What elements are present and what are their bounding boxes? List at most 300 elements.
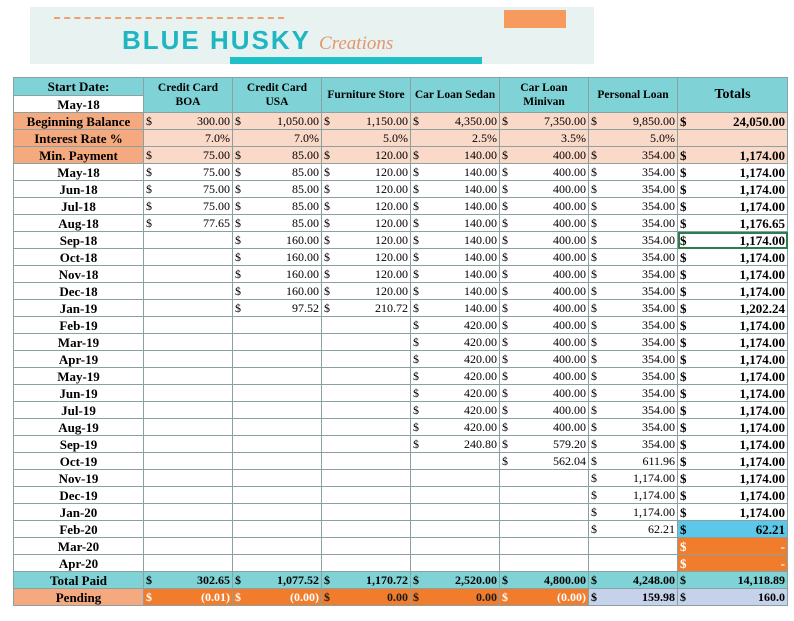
amount: 1,174.00 bbox=[633, 470, 675, 485]
amount: 354.00 bbox=[642, 181, 675, 196]
payment-cell[interactable] bbox=[500, 351, 589, 368]
interest-rate-row bbox=[14, 130, 788, 147]
payment-cell[interactable] bbox=[411, 266, 500, 283]
payment-cell[interactable] bbox=[233, 402, 322, 419]
payment-cell[interactable] bbox=[233, 266, 322, 283]
payment-cell[interactable] bbox=[144, 504, 233, 521]
beginning-balance-total[interactable] bbox=[678, 113, 788, 130]
payment-cell[interactable] bbox=[144, 334, 233, 351]
payment-cell[interactable] bbox=[411, 249, 500, 266]
amount: 7,350.00 bbox=[544, 113, 586, 128]
payment-cell[interactable] bbox=[411, 487, 500, 504]
total-paid-cell[interactable] bbox=[322, 572, 411, 589]
payment-cell[interactable] bbox=[322, 470, 411, 487]
payment-cell[interactable] bbox=[322, 521, 411, 538]
payment-cell[interactable] bbox=[322, 283, 411, 300]
payment-cell[interactable] bbox=[233, 470, 322, 487]
payment-cell[interactable] bbox=[322, 555, 411, 572]
payment-cell[interactable] bbox=[144, 266, 233, 283]
currency-symbol: $ bbox=[591, 181, 597, 196]
payment-cell[interactable] bbox=[411, 555, 500, 572]
payment-cell[interactable] bbox=[233, 317, 322, 334]
month-label: Mar-19 bbox=[14, 334, 144, 351]
currency-symbol: $ bbox=[413, 402, 419, 417]
payment-cell[interactable] bbox=[589, 266, 678, 283]
row-total[interactable] bbox=[678, 402, 788, 419]
payment-cell[interactable] bbox=[144, 538, 233, 555]
currency-symbol: $ bbox=[680, 249, 687, 265]
currency-symbol: $ bbox=[502, 198, 508, 213]
amount: 1,174.00 bbox=[633, 504, 675, 519]
currency-symbol: $ bbox=[146, 113, 152, 128]
payment-cell[interactable] bbox=[322, 334, 411, 351]
payment-cell[interactable] bbox=[411, 385, 500, 402]
payment-cell[interactable] bbox=[411, 538, 500, 555]
brand-logo bbox=[122, 25, 393, 56]
amount: 400.00 bbox=[553, 147, 586, 162]
payment-cell[interactable] bbox=[500, 181, 589, 198]
payment-cell[interactable] bbox=[589, 181, 678, 198]
interest-rate-total[interactable] bbox=[678, 130, 788, 147]
payment-cell[interactable] bbox=[589, 317, 678, 334]
payment-cell[interactable] bbox=[144, 487, 233, 504]
row-total[interactable] bbox=[678, 249, 788, 266]
row-total[interactable] bbox=[678, 317, 788, 334]
payment-cell[interactable] bbox=[233, 300, 322, 317]
payment-cell[interactable] bbox=[144, 300, 233, 317]
payment-cell[interactable] bbox=[589, 453, 678, 470]
row-total[interactable] bbox=[678, 334, 788, 351]
amount: 75.00 bbox=[203, 164, 230, 179]
row-total[interactable] bbox=[678, 521, 788, 538]
payment-cell[interactable] bbox=[589, 215, 678, 232]
payment-cell[interactable] bbox=[411, 436, 500, 453]
banner-orange-block bbox=[504, 10, 566, 28]
payment-cell[interactable] bbox=[322, 266, 411, 283]
amount: 1,174.00 bbox=[739, 368, 785, 384]
payment-cell[interactable] bbox=[411, 198, 500, 215]
interest-rate-cell[interactable]: 5.0% bbox=[589, 130, 678, 147]
payment-cell[interactable] bbox=[411, 283, 500, 300]
payment-cell[interactable] bbox=[589, 385, 678, 402]
payment-cell[interactable] bbox=[322, 453, 411, 470]
total-paid-cell[interactable] bbox=[589, 572, 678, 589]
payment-cell[interactable] bbox=[500, 419, 589, 436]
payment-cell[interactable] bbox=[322, 232, 411, 249]
min-payment-cell[interactable] bbox=[500, 147, 589, 164]
payment-cell[interactable] bbox=[500, 232, 589, 249]
pending-cell[interactable] bbox=[233, 589, 322, 606]
payment-cell[interactable] bbox=[589, 300, 678, 317]
row-total[interactable] bbox=[678, 453, 788, 470]
payment-cell[interactable] bbox=[233, 232, 322, 249]
currency-symbol: $ bbox=[680, 164, 687, 180]
beginning-balance-cell[interactable] bbox=[233, 113, 322, 130]
payment-cell[interactable] bbox=[411, 232, 500, 249]
min-payment-cell[interactable] bbox=[589, 147, 678, 164]
payment-cell[interactable] bbox=[144, 249, 233, 266]
amount: 420.00 bbox=[464, 385, 497, 400]
currency-symbol: $ bbox=[502, 300, 508, 315]
payment-cell[interactable] bbox=[233, 538, 322, 555]
currency-symbol: $ bbox=[680, 351, 687, 367]
amount: 120.00 bbox=[375, 215, 408, 230]
payment-cell[interactable] bbox=[322, 538, 411, 555]
start-date-value[interactable]: May-18 bbox=[14, 96, 144, 113]
total-paid-cell[interactable] bbox=[233, 572, 322, 589]
row-total[interactable] bbox=[678, 538, 788, 555]
beginning-balance-cell[interactable] bbox=[500, 113, 589, 130]
payment-cell[interactable] bbox=[233, 283, 322, 300]
payment-cell[interactable] bbox=[589, 419, 678, 436]
row-total[interactable] bbox=[678, 368, 788, 385]
payment-cell[interactable] bbox=[233, 453, 322, 470]
currency-symbol: $ bbox=[680, 334, 687, 350]
amount: 354.00 bbox=[642, 351, 675, 366]
payment-cell[interactable] bbox=[322, 487, 411, 504]
interest-rate-cell[interactable]: 2.5% bbox=[411, 130, 500, 147]
amount: 420.00 bbox=[464, 419, 497, 434]
amount: 4,350.00 bbox=[455, 113, 497, 128]
row-total[interactable] bbox=[678, 283, 788, 300]
payment-cell[interactable] bbox=[144, 198, 233, 215]
payment-cell[interactable] bbox=[589, 198, 678, 215]
payment-cell[interactable] bbox=[144, 215, 233, 232]
currency-symbol: $ bbox=[502, 181, 508, 196]
beginning-balance-label: Beginning Balance bbox=[14, 113, 144, 130]
column-header: Car Loan Sedan bbox=[411, 78, 500, 113]
payment-cell[interactable] bbox=[322, 419, 411, 436]
payment-cell[interactable] bbox=[589, 164, 678, 181]
payment-cell[interactable] bbox=[144, 521, 233, 538]
pending-cell[interactable] bbox=[144, 589, 233, 606]
row-total[interactable] bbox=[678, 300, 788, 317]
payment-cell[interactable] bbox=[500, 504, 589, 521]
row-total[interactable] bbox=[678, 232, 788, 249]
payment-cell[interactable] bbox=[233, 487, 322, 504]
payment-cell[interactable] bbox=[411, 504, 500, 521]
brand-tagline: Creations bbox=[319, 33, 394, 54]
amount: 354.00 bbox=[642, 249, 675, 264]
payment-cell[interactable] bbox=[322, 215, 411, 232]
payment-cell[interactable] bbox=[589, 538, 678, 555]
currency-symbol: $ bbox=[680, 368, 687, 384]
currency-symbol: $ bbox=[502, 113, 508, 128]
payment-cell[interactable] bbox=[233, 385, 322, 402]
payment-cell[interactable] bbox=[500, 164, 589, 181]
currency-symbol: $ bbox=[591, 198, 597, 213]
currency-symbol: $ bbox=[324, 589, 330, 604]
currency-symbol: $ bbox=[235, 589, 241, 604]
payment-cell[interactable] bbox=[144, 555, 233, 572]
amount: 1,176.65 bbox=[739, 215, 785, 231]
payment-cell[interactable] bbox=[233, 555, 322, 572]
table-row bbox=[14, 198, 788, 215]
payment-cell[interactable] bbox=[500, 436, 589, 453]
amount: 400.00 bbox=[553, 266, 586, 281]
interest-rate-cell[interactable]: 7.0% bbox=[233, 130, 322, 147]
payment-cell[interactable] bbox=[411, 351, 500, 368]
total-paid-row bbox=[14, 572, 788, 589]
currency-symbol: $ bbox=[680, 487, 687, 503]
payment-cell[interactable] bbox=[589, 402, 678, 419]
payment-cell[interactable] bbox=[322, 368, 411, 385]
row-total[interactable] bbox=[678, 436, 788, 453]
payment-cell[interactable] bbox=[500, 368, 589, 385]
payment-cell[interactable] bbox=[500, 266, 589, 283]
payment-cell[interactable] bbox=[233, 198, 322, 215]
payment-cell[interactable] bbox=[589, 249, 678, 266]
amount: 62.21 bbox=[648, 521, 675, 536]
month-label: Dec-19 bbox=[14, 487, 144, 504]
payment-cell[interactable] bbox=[589, 232, 678, 249]
payment-cell[interactable] bbox=[411, 402, 500, 419]
amount: 160.00 bbox=[286, 266, 319, 281]
min-payment-cell[interactable] bbox=[144, 147, 233, 164]
amount: 354.00 bbox=[642, 215, 675, 230]
payment-cell[interactable] bbox=[144, 385, 233, 402]
payment-cell[interactable] bbox=[322, 385, 411, 402]
banner-dash-decoration bbox=[54, 17, 284, 19]
payment-cell[interactable] bbox=[144, 317, 233, 334]
payment-cell[interactable] bbox=[411, 164, 500, 181]
row-total[interactable] bbox=[678, 504, 788, 521]
amount: 1,174.00 bbox=[739, 147, 785, 163]
payment-cell[interactable] bbox=[144, 232, 233, 249]
total-paid-cell[interactable] bbox=[500, 572, 589, 589]
payment-cell[interactable] bbox=[233, 351, 322, 368]
row-total[interactable] bbox=[678, 181, 788, 198]
currency-symbol: $ bbox=[235, 215, 241, 230]
min-payment-label: Min. Payment bbox=[14, 147, 144, 164]
payment-cell[interactable] bbox=[322, 198, 411, 215]
currency-symbol: $ bbox=[680, 453, 687, 469]
payment-cell[interactable] bbox=[411, 470, 500, 487]
payment-cell[interactable] bbox=[589, 368, 678, 385]
payment-cell[interactable] bbox=[233, 436, 322, 453]
interest-rate-cell[interactable]: 3.5% bbox=[500, 130, 589, 147]
payment-cell[interactable] bbox=[500, 487, 589, 504]
payment-cell[interactable] bbox=[500, 317, 589, 334]
min-payment-total[interactable] bbox=[678, 147, 788, 164]
min-payment-cell[interactable] bbox=[411, 147, 500, 164]
row-total[interactable] bbox=[678, 215, 788, 232]
beginning-balance-row bbox=[14, 113, 788, 130]
month-label: Apr-19 bbox=[14, 351, 144, 368]
payment-cell[interactable] bbox=[500, 198, 589, 215]
currency-symbol: $ bbox=[235, 300, 241, 315]
payment-cell[interactable] bbox=[411, 300, 500, 317]
currency-symbol: $ bbox=[413, 589, 419, 604]
amount: 1,174.00 bbox=[739, 385, 785, 401]
payment-cell[interactable] bbox=[144, 470, 233, 487]
payment-cell[interactable] bbox=[322, 436, 411, 453]
payment-cell[interactable] bbox=[411, 317, 500, 334]
payment-cell[interactable] bbox=[411, 368, 500, 385]
currency-symbol: $ bbox=[413, 249, 419, 264]
row-total[interactable] bbox=[678, 555, 788, 572]
payment-cell[interactable] bbox=[589, 521, 678, 538]
payment-cell[interactable] bbox=[233, 504, 322, 521]
payment-cell[interactable] bbox=[233, 181, 322, 198]
month-label: Sep-19 bbox=[14, 436, 144, 453]
currency-symbol: $ bbox=[680, 385, 687, 401]
payment-cell[interactable] bbox=[500, 402, 589, 419]
month-label: Mar-20 bbox=[14, 538, 144, 555]
payment-cell[interactable] bbox=[411, 419, 500, 436]
payment-cell[interactable] bbox=[500, 300, 589, 317]
payment-cell[interactable] bbox=[322, 181, 411, 198]
payment-cell[interactable] bbox=[500, 470, 589, 487]
amount: 354.00 bbox=[642, 402, 675, 417]
min-payment-cell[interactable] bbox=[233, 147, 322, 164]
payment-cell[interactable] bbox=[322, 249, 411, 266]
payment-cell[interactable] bbox=[233, 521, 322, 538]
payment-cell[interactable] bbox=[500, 283, 589, 300]
amount: 2,520.00 bbox=[455, 572, 497, 587]
payment-cell[interactable] bbox=[144, 351, 233, 368]
total-paid-cell[interactable] bbox=[411, 572, 500, 589]
interest-rate-cell[interactable]: 5.0% bbox=[322, 130, 411, 147]
currency-symbol: $ bbox=[502, 589, 508, 604]
row-total[interactable] bbox=[678, 419, 788, 436]
total-paid-total[interactable] bbox=[678, 572, 788, 589]
month-label: Jul-19 bbox=[14, 402, 144, 419]
currency-symbol: $ bbox=[591, 470, 597, 485]
payment-cell[interactable] bbox=[589, 436, 678, 453]
payment-cell[interactable] bbox=[322, 504, 411, 521]
payment-cell[interactable] bbox=[500, 334, 589, 351]
payment-cell[interactable] bbox=[233, 249, 322, 266]
payment-cell[interactable] bbox=[500, 538, 589, 555]
payment-cell[interactable] bbox=[233, 215, 322, 232]
payment-cell[interactable] bbox=[144, 164, 233, 181]
currency-symbol: $ bbox=[502, 419, 508, 434]
currency-symbol: $ bbox=[680, 198, 687, 214]
min-payment-row bbox=[14, 147, 788, 164]
amount: 1,174.00 bbox=[739, 436, 785, 452]
row-total[interactable] bbox=[678, 487, 788, 504]
payment-cell[interactable] bbox=[233, 334, 322, 351]
payment-cell[interactable] bbox=[144, 181, 233, 198]
amount: 354.00 bbox=[642, 266, 675, 281]
payment-cell[interactable] bbox=[500, 215, 589, 232]
payment-cell[interactable] bbox=[322, 300, 411, 317]
beginning-balance-cell[interactable] bbox=[322, 113, 411, 130]
payment-cell[interactable] bbox=[589, 334, 678, 351]
payment-cell[interactable] bbox=[411, 453, 500, 470]
payment-cell[interactable] bbox=[500, 249, 589, 266]
table-row bbox=[14, 385, 788, 402]
currency-symbol: $ bbox=[235, 283, 241, 298]
payment-cell[interactable] bbox=[500, 385, 589, 402]
amount: 140.00 bbox=[464, 232, 497, 247]
payment-cell[interactable] bbox=[144, 453, 233, 470]
min-payment-cell[interactable] bbox=[322, 147, 411, 164]
amount: 400.00 bbox=[553, 334, 586, 349]
payment-cell[interactable] bbox=[144, 402, 233, 419]
currency-symbol: $ bbox=[680, 266, 687, 282]
payment-cell[interactable] bbox=[233, 419, 322, 436]
payment-cell[interactable] bbox=[589, 487, 678, 504]
amount: 420.00 bbox=[464, 351, 497, 366]
table-row bbox=[14, 283, 788, 300]
currency-symbol: $ bbox=[591, 351, 597, 366]
payment-cell[interactable] bbox=[322, 317, 411, 334]
currency-symbol: $ bbox=[324, 215, 330, 230]
payment-cell[interactable] bbox=[322, 164, 411, 181]
currency-symbol: $ bbox=[591, 317, 597, 332]
payment-cell[interactable] bbox=[500, 453, 589, 470]
payment-cell[interactable] bbox=[589, 555, 678, 572]
payment-cell[interactable] bbox=[411, 215, 500, 232]
payment-cell[interactable] bbox=[144, 368, 233, 385]
payment-cell[interactable] bbox=[589, 283, 678, 300]
payment-cell[interactable] bbox=[144, 283, 233, 300]
month-label: Nov-19 bbox=[14, 470, 144, 487]
amount: (0.00) bbox=[290, 589, 319, 604]
column-header: Personal Loan bbox=[589, 78, 678, 113]
table-row bbox=[14, 266, 788, 283]
row-total[interactable] bbox=[678, 198, 788, 215]
amount: 1,174.00 bbox=[739, 181, 785, 197]
payment-cell[interactable] bbox=[144, 419, 233, 436]
payment-cell[interactable] bbox=[589, 504, 678, 521]
currency-symbol: $ bbox=[502, 572, 508, 587]
interest-rate-label: Interest Rate % bbox=[14, 130, 144, 147]
payment-cell[interactable] bbox=[322, 402, 411, 419]
pending-total[interactable] bbox=[678, 589, 788, 606]
currency-symbol: $ bbox=[324, 164, 330, 179]
row-total[interactable] bbox=[678, 266, 788, 283]
payment-cell[interactable] bbox=[233, 164, 322, 181]
currency-symbol: $ bbox=[502, 385, 508, 400]
payment-cell[interactable] bbox=[144, 436, 233, 453]
pending-cell[interactable] bbox=[322, 589, 411, 606]
pending-cell[interactable] bbox=[589, 589, 678, 606]
payment-cell[interactable] bbox=[411, 334, 500, 351]
payment-cell[interactable] bbox=[411, 521, 500, 538]
amount: 77.65 bbox=[203, 215, 230, 230]
payment-cell[interactable] bbox=[322, 351, 411, 368]
currency-symbol: $ bbox=[413, 317, 419, 332]
amount: 420.00 bbox=[464, 317, 497, 332]
row-total[interactable] bbox=[678, 385, 788, 402]
pending-cell[interactable] bbox=[500, 589, 589, 606]
beginning-balance-cell[interactable] bbox=[144, 113, 233, 130]
payment-cell[interactable] bbox=[233, 368, 322, 385]
amount: 354.00 bbox=[642, 334, 675, 349]
total-paid-cell[interactable] bbox=[144, 572, 233, 589]
pending-cell[interactable] bbox=[411, 589, 500, 606]
payment-cell[interactable] bbox=[589, 351, 678, 368]
beginning-balance-cell[interactable] bbox=[411, 113, 500, 130]
amount: 1,174.00 bbox=[739, 487, 785, 503]
row-total[interactable] bbox=[678, 164, 788, 181]
row-total[interactable] bbox=[678, 351, 788, 368]
currency-symbol: $ bbox=[680, 555, 687, 571]
payment-cell[interactable] bbox=[500, 555, 589, 572]
amount: 75.00 bbox=[203, 198, 230, 213]
payment-cell[interactable] bbox=[589, 470, 678, 487]
beginning-balance-cell[interactable] bbox=[589, 113, 678, 130]
row-total[interactable] bbox=[678, 470, 788, 487]
payment-cell[interactable] bbox=[411, 181, 500, 198]
payment-cell[interactable] bbox=[500, 521, 589, 538]
amount: 1,174.00 bbox=[739, 317, 785, 333]
interest-rate-cell[interactable]: 7.0% bbox=[144, 130, 233, 147]
currency-symbol: $ bbox=[591, 385, 597, 400]
